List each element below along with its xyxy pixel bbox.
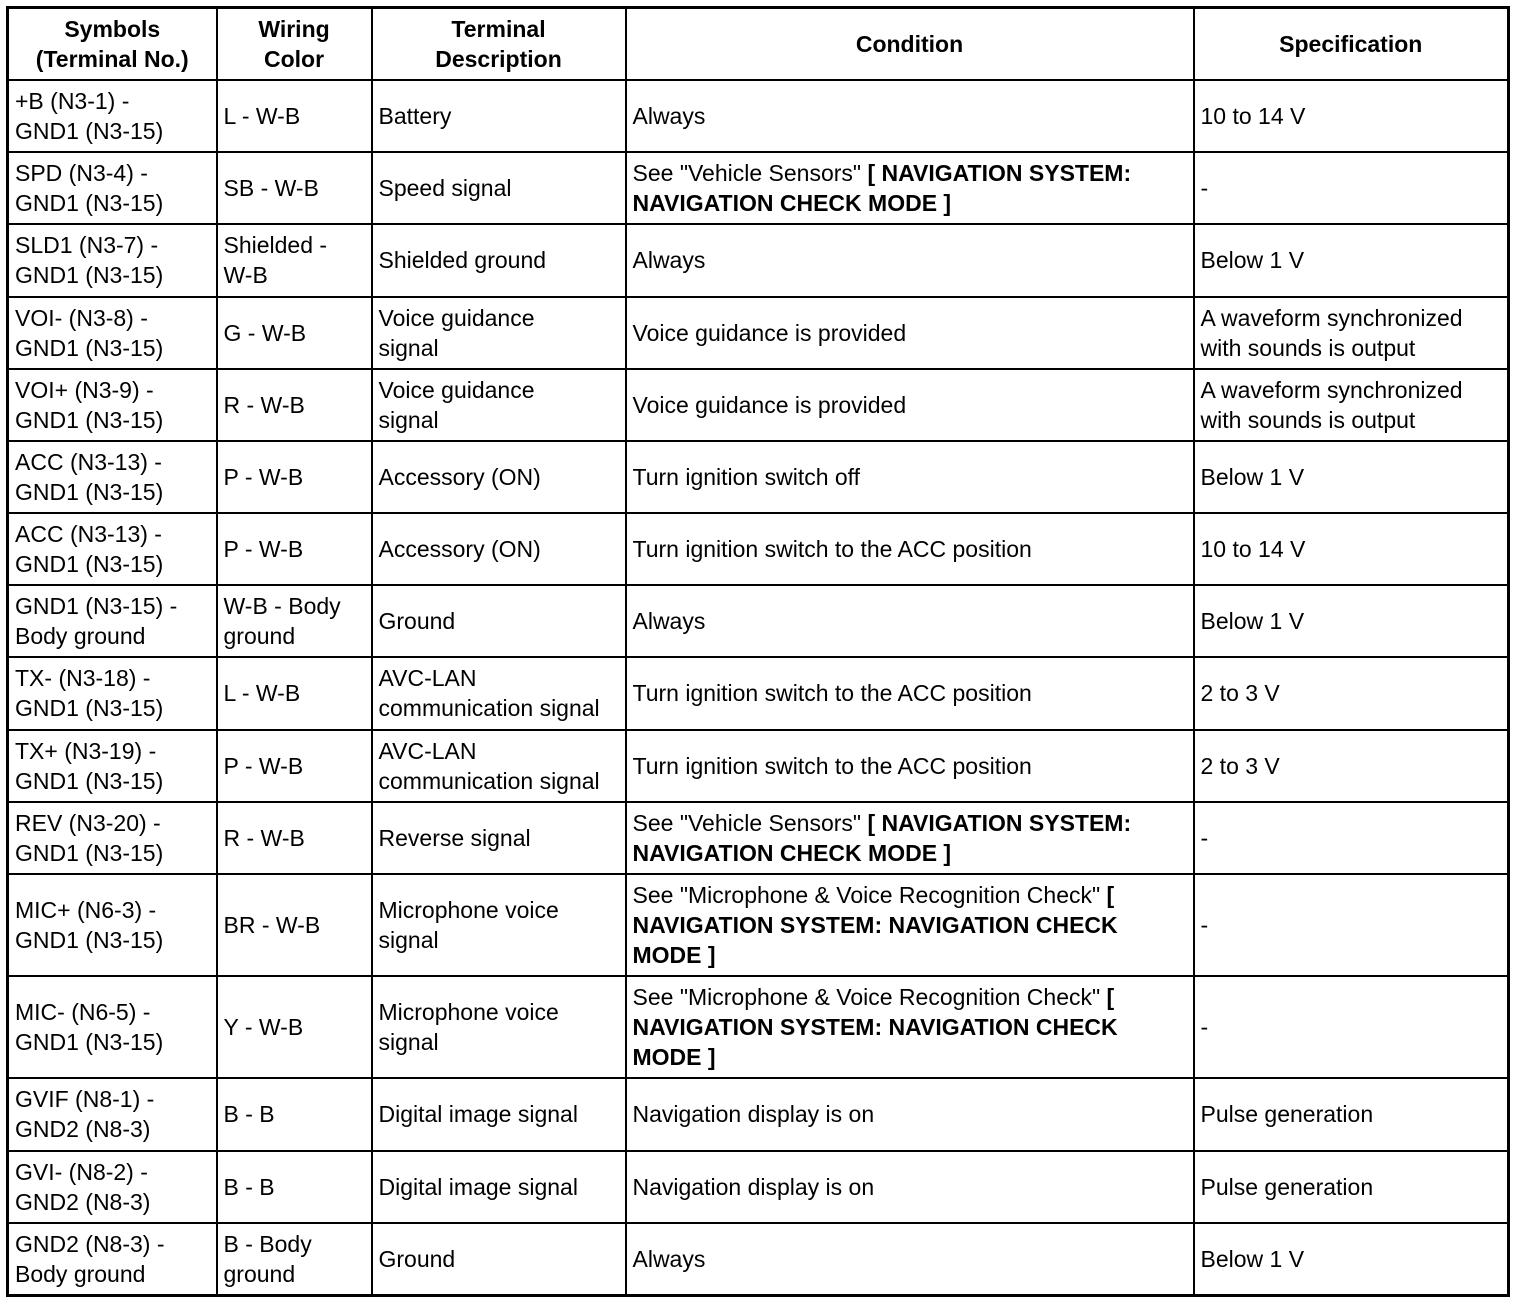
condition-reference: [ NAVIGATION SYSTEM: NAVIGATION CHECK MODE ] xyxy=(632,809,1132,866)
cell-line: W-B - Body xyxy=(223,593,341,620)
terminal-description-cell xyxy=(372,874,626,976)
cell-line: Condition xyxy=(855,31,964,57)
cell-line: Speed signal xyxy=(378,175,512,202)
cell-line: - xyxy=(1200,824,1209,851)
cell-line: Color xyxy=(263,46,325,72)
cell-line: Ground xyxy=(378,608,456,635)
cell-line: - xyxy=(1200,912,1209,939)
symbol-cell xyxy=(8,224,217,296)
condition-cell xyxy=(626,1078,1194,1150)
symbol-cell xyxy=(8,730,217,802)
cell-line: A waveform synchronized xyxy=(1200,304,1463,331)
wiring-color-cell xyxy=(217,1151,372,1223)
condition-cell xyxy=(626,297,1194,369)
cell-line: R - W-B xyxy=(223,824,305,851)
symbol-cell xyxy=(8,585,217,657)
cell-line: TX- (N3-18) - xyxy=(15,665,151,692)
cell-line: G - W-B xyxy=(223,319,307,346)
symbol-cell xyxy=(8,80,217,152)
terminal-description-cell xyxy=(372,297,626,369)
wiring-color-cell xyxy=(217,802,372,874)
cell-line: Pulse generation xyxy=(1200,1101,1374,1128)
condition-text: Turn ignition switch to the ACC position xyxy=(632,536,1032,563)
cell-line: VOI- (N3-8) - xyxy=(15,304,148,331)
terminal-description-cell xyxy=(372,1151,626,1223)
cell-line: Specification xyxy=(1279,31,1423,57)
cell-line: signal xyxy=(378,1029,439,1056)
cell-line: - xyxy=(1200,175,1209,202)
specification-cell xyxy=(1194,585,1509,657)
cell-line: ground xyxy=(223,1260,296,1287)
table-row xyxy=(8,80,1509,152)
specification-cell xyxy=(1194,802,1509,874)
cell-line: B - B xyxy=(223,1101,275,1128)
cell-line: Accessory (ON) xyxy=(378,536,541,563)
table-row xyxy=(8,441,1509,513)
condition-cell xyxy=(626,1223,1194,1296)
cell-line: B - Body xyxy=(223,1230,312,1257)
symbol-cell xyxy=(8,369,217,441)
cell-line: Body ground xyxy=(15,1260,146,1287)
cell-line: SLD1 (N3-7) - xyxy=(15,232,159,259)
cell-line: Digital image signal xyxy=(378,1173,578,1200)
cell-line: Shielded - xyxy=(223,232,328,259)
specification-cell xyxy=(1194,1151,1509,1223)
cell-line: SB - W-B xyxy=(223,175,319,202)
cell-line: signal xyxy=(378,334,439,361)
symbol-cell xyxy=(8,441,217,513)
cell-line: R - W-B xyxy=(223,391,305,418)
cell-line: Voice guidance xyxy=(378,376,535,403)
cell-line: Body ground xyxy=(15,623,146,650)
cell-line: communication signal xyxy=(378,695,600,722)
cell-line: 2 to 3 V xyxy=(1200,680,1280,707)
condition-cell xyxy=(626,657,1194,729)
specification-cell xyxy=(1194,874,1509,976)
cell-line: GND1 (N3-15) xyxy=(15,551,164,578)
cell-line: P - W-B xyxy=(223,536,304,563)
cell-line: with sounds is output xyxy=(1200,334,1416,361)
symbol-cell xyxy=(8,1223,217,1296)
cell-line: W-B xyxy=(223,262,268,289)
symbol-cell xyxy=(8,152,217,224)
terminal-description-cell xyxy=(372,1078,626,1150)
condition-cell xyxy=(626,730,1194,802)
cell-line: Wiring xyxy=(258,16,330,42)
cell-line: Below 1 V xyxy=(1200,463,1305,490)
header-terminal-description xyxy=(372,8,626,81)
condition-text: Turn ignition switch off xyxy=(632,463,861,490)
condition-text: See "Microphone & Voice Recognition Check" xyxy=(632,882,1107,909)
cell-line: MIC+ (N6-3) - xyxy=(15,897,157,924)
wiring-color-cell xyxy=(217,513,372,585)
cell-line: MIC- (N6-5) - xyxy=(15,999,151,1026)
condition-cell xyxy=(626,369,1194,441)
condition-reference: [ NAVIGATION SYSTEM: NAVIGATION CHECK MODE ] xyxy=(632,984,1118,1071)
condition-cell xyxy=(626,802,1194,874)
cell-line: 10 to 14 V xyxy=(1200,103,1306,130)
table-row xyxy=(8,513,1509,585)
table-row xyxy=(8,297,1509,369)
cell-line: (Terminal No.) xyxy=(35,46,189,72)
cell-line: Battery xyxy=(378,103,452,130)
cell-line: GND1 (N3-15) xyxy=(15,334,164,361)
table-row xyxy=(8,802,1509,874)
condition-text: See "Microphone & Voice Recognition Check" xyxy=(632,984,1107,1011)
specification-cell xyxy=(1194,513,1509,585)
cell-line: GND1 (N3-15) xyxy=(15,478,164,505)
specification-cell xyxy=(1194,80,1509,152)
condition-cell xyxy=(626,1151,1194,1223)
wiring-color-cell xyxy=(217,1223,372,1296)
cell-line: GND1 (N3-15) xyxy=(15,118,164,145)
terminal-description-cell xyxy=(372,802,626,874)
terminal-spec-table xyxy=(6,6,1510,1297)
condition-text: Navigation display is on xyxy=(632,1173,875,1200)
condition-text: See "Vehicle Sensors" xyxy=(632,809,868,836)
terminal-description-cell xyxy=(372,976,626,1078)
wiring-color-cell xyxy=(217,369,372,441)
cell-line: Pulse generation xyxy=(1200,1173,1374,1200)
cell-line: Voice guidance xyxy=(378,304,535,331)
condition-cell xyxy=(626,441,1194,513)
cell-line: REV (N3-20) - xyxy=(15,809,161,836)
cell-line: GND1 (N3-15) xyxy=(15,1029,164,1056)
terminal-description-cell xyxy=(372,657,626,729)
cell-line: Below 1 V xyxy=(1200,608,1305,635)
cell-line: Shielded ground xyxy=(378,247,547,274)
cell-line: Description xyxy=(435,46,562,72)
condition-text: Voice guidance is provided xyxy=(632,391,907,418)
cell-line: ACC (N3-13) - xyxy=(15,448,162,475)
header-symbols xyxy=(8,8,217,81)
symbol-cell xyxy=(8,1078,217,1150)
cell-line: GND1 (N3-15) xyxy=(15,695,164,722)
specification-cell xyxy=(1194,1223,1509,1296)
header-wiring-color xyxy=(217,8,372,81)
condition-text: Always xyxy=(632,608,706,635)
table-row xyxy=(8,976,1509,1078)
wiring-color-cell xyxy=(217,874,372,976)
specification-cell xyxy=(1194,297,1509,369)
condition-text: Navigation display is on xyxy=(632,1101,875,1128)
cell-line: P - W-B xyxy=(223,752,304,779)
table-row xyxy=(8,1151,1509,1223)
cell-line: AVC-LAN xyxy=(378,665,477,692)
cell-line: BR - W-B xyxy=(223,912,321,939)
terminal-description-cell xyxy=(372,80,626,152)
symbol-cell xyxy=(8,976,217,1078)
condition-cell xyxy=(626,152,1194,224)
cell-line: P - W-B xyxy=(223,463,304,490)
condition-text: See "Vehicle Sensors" xyxy=(632,160,868,187)
specification-cell xyxy=(1194,152,1509,224)
cell-line: L - W-B xyxy=(223,680,301,707)
terminal-description-cell xyxy=(372,513,626,585)
cell-line: +B (N3-1) - xyxy=(15,88,130,115)
cell-line: SPD (N3-4) - xyxy=(15,160,148,187)
condition-text: Voice guidance is provided xyxy=(632,319,907,346)
wiring-color-cell xyxy=(217,441,372,513)
table-body xyxy=(8,80,1509,1296)
cell-line: Digital image signal xyxy=(378,1101,578,1128)
condition-reference: [ NAVIGATION SYSTEM: NAVIGATION CHECK MODE ] xyxy=(632,160,1132,217)
cell-line: Below 1 V xyxy=(1200,247,1305,274)
specification-cell xyxy=(1194,657,1509,729)
cell-line: Reverse signal xyxy=(378,824,531,851)
cell-line: GND2 (N8-3) xyxy=(15,1116,151,1143)
cell-line: GND2 (N8-3) - xyxy=(15,1230,165,1257)
cell-line: GND1 (N3-15) xyxy=(15,767,164,794)
condition-text: Always xyxy=(632,103,706,130)
terminal-description-cell xyxy=(372,1223,626,1296)
cell-line: GND1 (N3-15) xyxy=(15,262,164,289)
condition-cell xyxy=(626,513,1194,585)
cell-line: Below 1 V xyxy=(1200,1245,1305,1272)
condition-cell xyxy=(626,585,1194,657)
condition-text: Always xyxy=(632,1245,706,1272)
cell-line: VOI+ (N3-9) - xyxy=(15,376,154,403)
table-row xyxy=(8,152,1509,224)
symbol-cell xyxy=(8,297,217,369)
wiring-color-cell xyxy=(217,585,372,657)
cell-line: B - B xyxy=(223,1173,275,1200)
cell-line: A waveform synchronized xyxy=(1200,376,1463,403)
cell-line: with sounds is output xyxy=(1200,406,1416,433)
table-row xyxy=(8,874,1509,976)
cell-line: AVC-LAN xyxy=(378,737,477,764)
condition-cell xyxy=(626,874,1194,976)
condition-reference: [ NAVIGATION SYSTEM: NAVIGATION CHECK MODE ] xyxy=(632,882,1118,969)
condition-text: Always xyxy=(632,247,706,274)
cell-line: GND1 (N3-15) xyxy=(15,190,164,217)
wiring-color-cell xyxy=(217,297,372,369)
wiring-color-cell xyxy=(217,224,372,296)
terminal-description-cell xyxy=(372,224,626,296)
cell-line: GND1 (N3-15) xyxy=(15,839,164,866)
cell-line: GND1 (N3-15) xyxy=(15,406,164,433)
cell-line: TX+ (N3-19) - xyxy=(15,737,157,764)
specification-cell xyxy=(1194,441,1509,513)
header-condition xyxy=(626,8,1194,81)
table-row xyxy=(8,730,1509,802)
cell-line: communication signal xyxy=(378,767,600,794)
cell-line: GVIF (N8-1) - xyxy=(15,1086,155,1113)
condition-cell xyxy=(626,80,1194,152)
specification-cell xyxy=(1194,976,1509,1078)
table-row xyxy=(8,1223,1509,1296)
table-row xyxy=(8,224,1509,296)
specification-cell xyxy=(1194,730,1509,802)
cell-line: GND1 (N3-15) xyxy=(15,927,164,954)
cell-line: Terminal xyxy=(451,16,546,42)
specification-cell xyxy=(1194,224,1509,296)
cell-line: GVI- (N8-2) - xyxy=(15,1158,148,1185)
cell-line: signal xyxy=(378,406,439,433)
cell-line: ACC (N3-13) - xyxy=(15,521,162,548)
header-row xyxy=(8,8,1509,81)
cell-line: Microphone voice xyxy=(378,999,559,1026)
symbol-cell xyxy=(8,657,217,729)
terminal-description-cell xyxy=(372,152,626,224)
cell-line: Microphone voice xyxy=(378,897,559,924)
cell-line: L - W-B xyxy=(223,103,301,130)
terminal-description-cell xyxy=(372,730,626,802)
cell-line: Ground xyxy=(378,1245,456,1272)
symbol-cell xyxy=(8,874,217,976)
wiring-color-cell xyxy=(217,976,372,1078)
cell-line: - xyxy=(1200,1014,1209,1041)
condition-text: Turn ignition switch to the ACC position xyxy=(632,680,1032,707)
symbol-cell xyxy=(8,802,217,874)
condition-cell xyxy=(626,976,1194,1078)
wiring-color-cell xyxy=(217,80,372,152)
cell-line: signal xyxy=(378,927,439,954)
wiring-color-cell xyxy=(217,1078,372,1150)
cell-line: GND2 (N8-3) xyxy=(15,1188,151,1215)
table-row xyxy=(8,369,1509,441)
cell-line: Accessory (ON) xyxy=(378,463,541,490)
wiring-color-cell xyxy=(217,657,372,729)
condition-text: Turn ignition switch to the ACC position xyxy=(632,752,1032,779)
terminal-description-cell xyxy=(372,585,626,657)
table-row xyxy=(8,1078,1509,1150)
condition-cell xyxy=(626,224,1194,296)
cell-line: 10 to 14 V xyxy=(1200,536,1306,563)
cell-line: Symbols xyxy=(64,16,161,42)
table-row xyxy=(8,657,1509,729)
table-row xyxy=(8,585,1509,657)
header-specification xyxy=(1194,8,1509,81)
specification-cell xyxy=(1194,1078,1509,1150)
wiring-color-cell xyxy=(217,152,372,224)
cell-line: 2 to 3 V xyxy=(1200,752,1280,779)
cell-line: GND1 (N3-15) - xyxy=(15,593,178,620)
symbol-cell xyxy=(8,513,217,585)
terminal-description-cell xyxy=(372,369,626,441)
specification-cell xyxy=(1194,369,1509,441)
wiring-color-cell xyxy=(217,730,372,802)
cell-line: ground xyxy=(223,623,296,650)
terminal-description-cell xyxy=(372,441,626,513)
symbol-cell xyxy=(8,1151,217,1223)
cell-line: Y - W-B xyxy=(223,1014,304,1041)
